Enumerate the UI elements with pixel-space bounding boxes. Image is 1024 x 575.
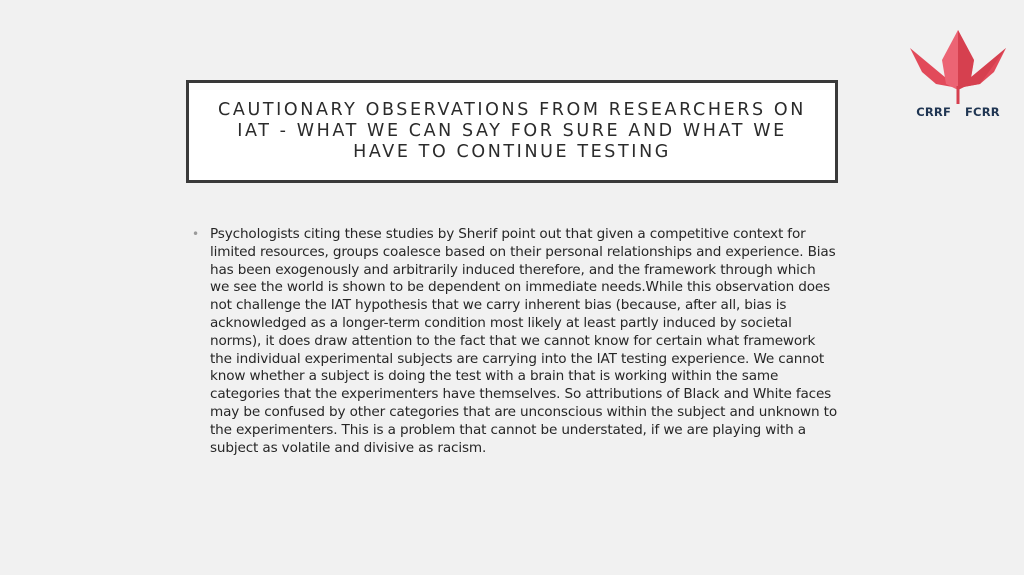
maple-leaf-icon: [906, 28, 1010, 108]
logo-text-crrf: CRRF: [916, 105, 951, 119]
bullet-text: Psychologists citing these studies by Sherif point out that given a competitive context for limited resources, groups coalesce based on their personal relationships and experience. Bias has been exogenously and arbitrarily induced therefore, and the framework through which we see the world is shown to be dependent on immediate needs.While this observation does not challenge the IAT hypothesis that we carry inherent bias (because, after all, bias is acknowledged as a longer-term condition most likely at least partly induced by societal norms), it does draw attention to the fact that we cannot know for certain what framework the individual experimental subjects are carrying into the IAT testing experience. We cannot know whether a subject is doing the test with a brain that is working within the same categories that the experimenters have themselves. So attributions of Black and White faces may be confused by other categories that are unconscious within the subject and unknown to the experimenters. This is a problem that cannot be understated, if we are playing with a subject as volatile and divisive as racism.: [210, 226, 838, 456]
slide-content: [192, 226, 837, 457]
slide-title: CAUTIONARY OBSERVATIONS FROM RESEARCHERS ON IAT - WHAT WE CAN SAY FOR SURE AND WHAT WE HAVE TO CONTINUE TESTING: [218, 100, 806, 162]
bullet-item: [192, 226, 837, 457]
crrf-fcrr-logo: [906, 28, 1010, 128]
bullet-icon: •: [192, 227, 200, 241]
slide-title-box: [186, 80, 838, 183]
logo-text-fcrr: FCRR: [965, 105, 1000, 119]
